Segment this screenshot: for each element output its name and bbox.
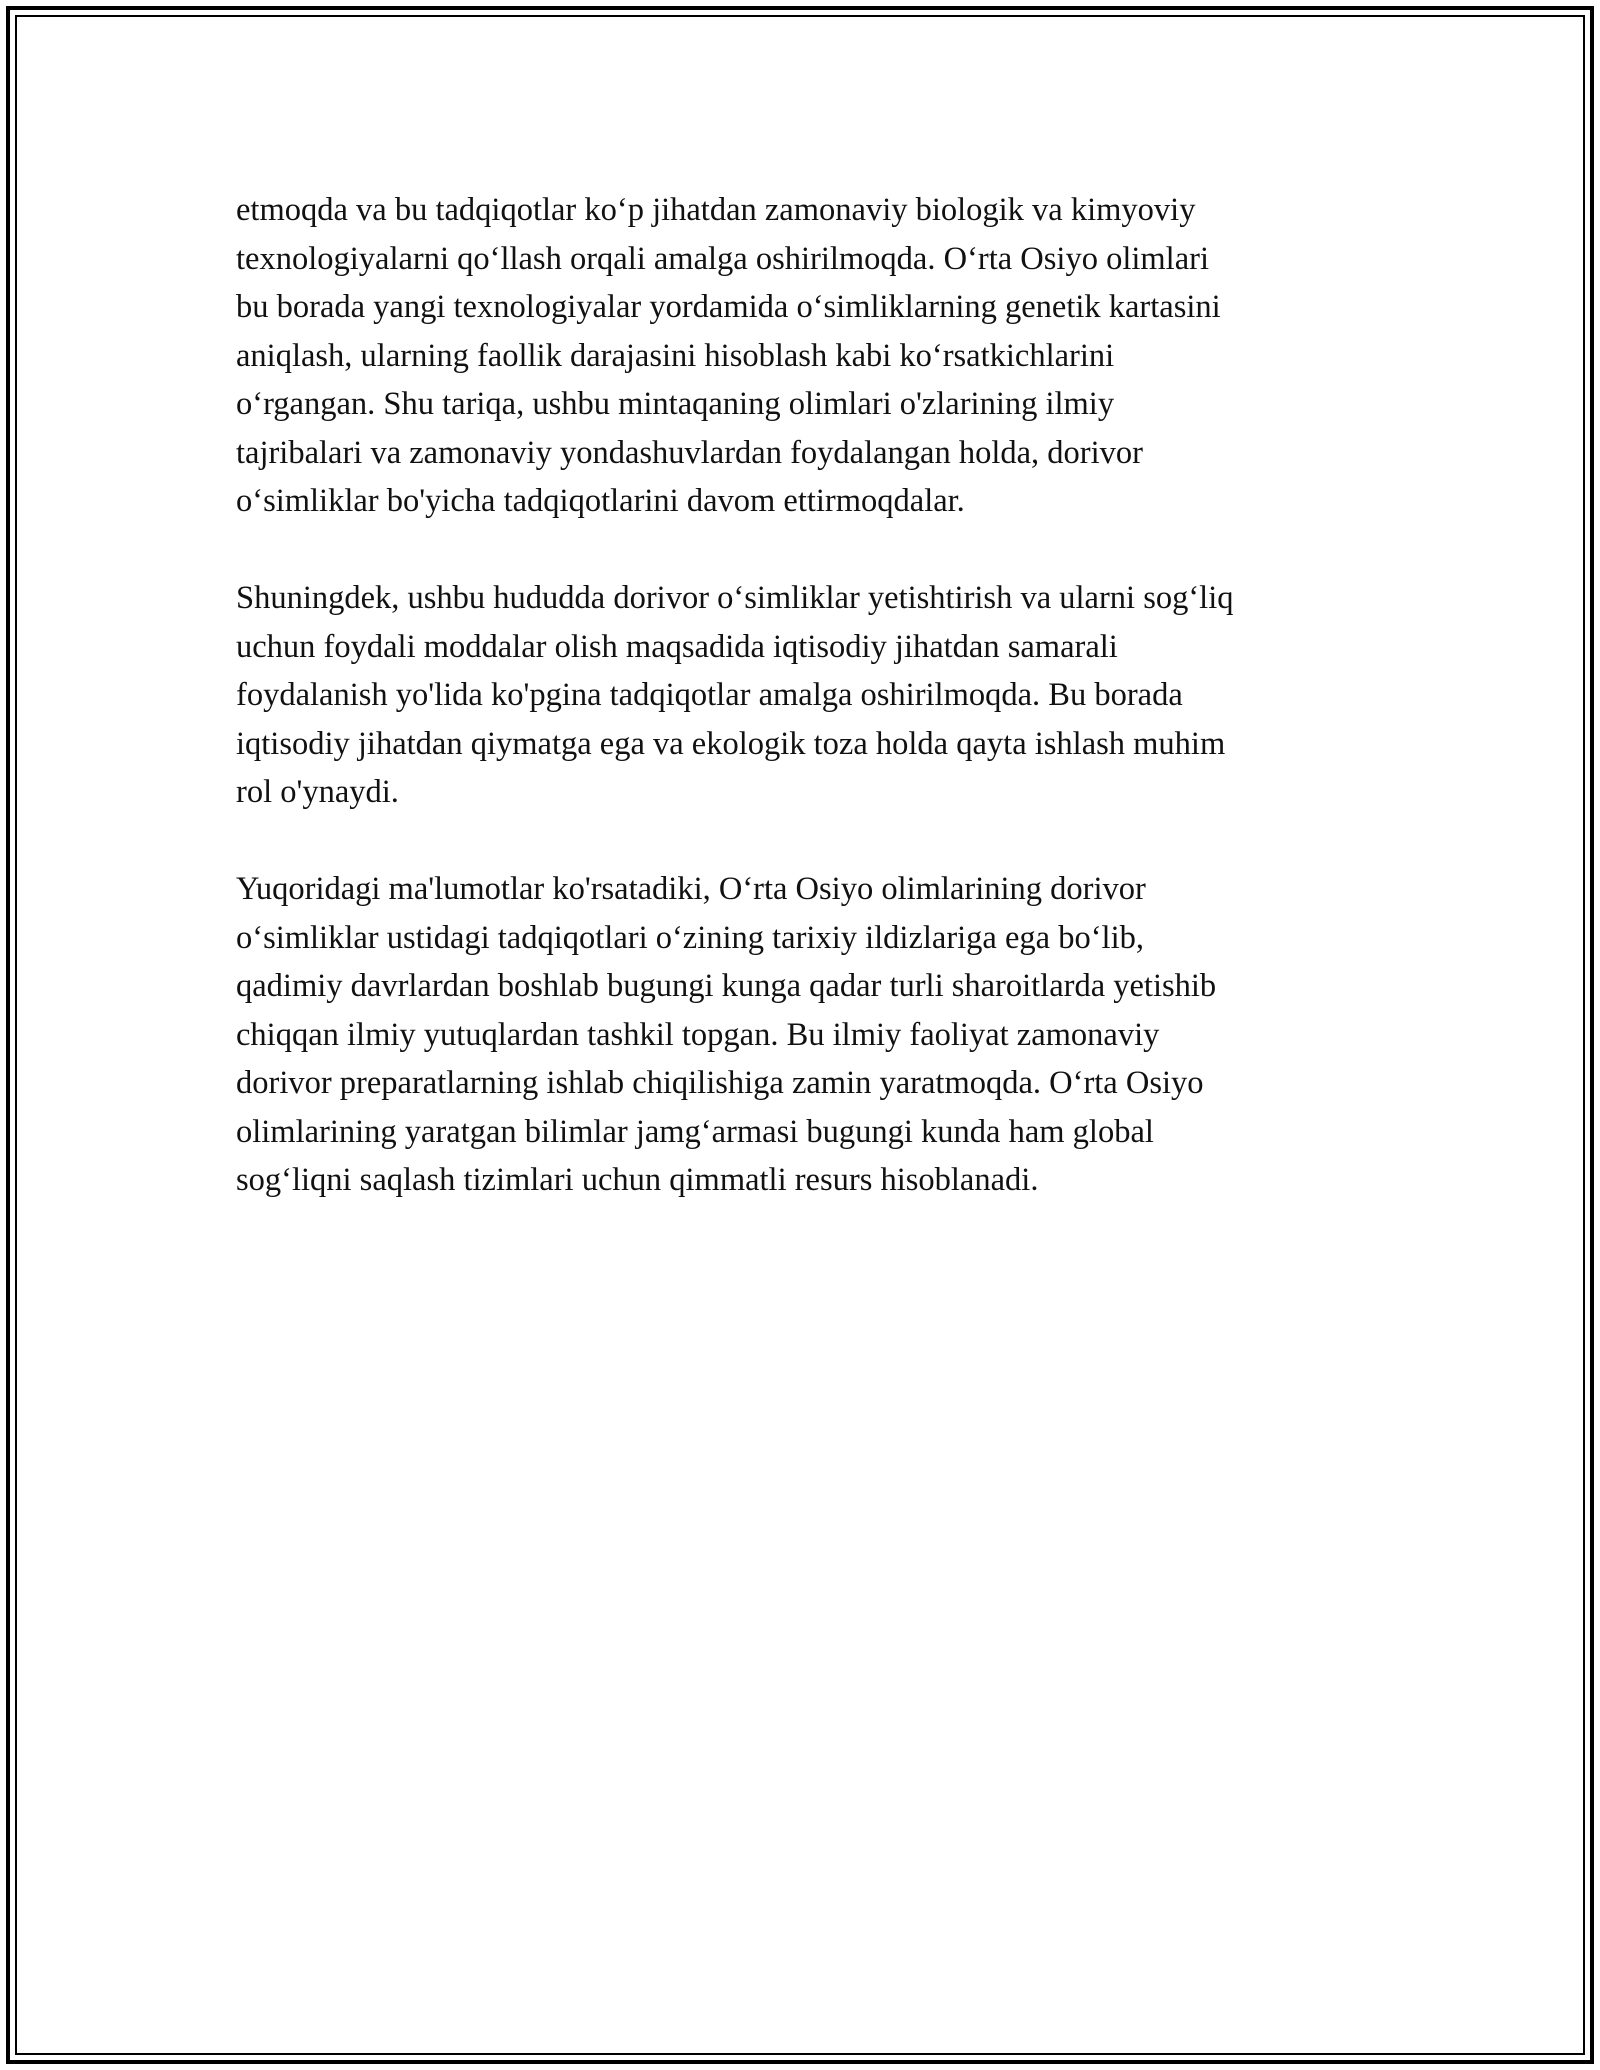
paragraph-1 xyxy=(236,186,1376,526)
paragraph-line: texnologiyalarni qo‘llash orqali amalga oshirilmoqda. O‘rta Osiyo olimlari xyxy=(236,240,1209,277)
paragraph-line: qadimiy davrlardan boshlab bugungi kunga qadar turli sharoitlarda yetishib xyxy=(236,968,1217,1004)
paragraph-line: olimlarining yaratgan bilimlar jamg‘armasi bugungi kunda ham global xyxy=(236,1113,1154,1150)
paragraph-line: Yuqoridagi ma'lumotlar ko'rsatadiki, O‘rta Osiyo olimlarining dorivor xyxy=(236,871,1146,907)
paragraph-line: o‘rgangan. Shu tariqa, ushbu mintaqaning olimlari o'zlarining ilmiy xyxy=(236,386,1115,422)
paragraph-2 xyxy=(236,574,1376,817)
paragraph-line: aniqlash, ularning faollik darajasini hisoblash kabi ko‘rsatkichlarini xyxy=(236,337,1115,374)
paragraph-line: bu borada yangi texnologiyalar yordamida o‘simliklarning genetik kartasini xyxy=(236,289,1221,325)
paragraph-line: etmoqda va bu tadqiqotlar ko‘p jihatdan zamonaviy biologik va kimyoviy xyxy=(236,192,1196,228)
paragraph-line: dorivor preparatlarning ishlab chiqilishiga zamin yaratmoqda. O‘rta Osiyo xyxy=(236,1065,1204,1101)
document-body xyxy=(236,186,1376,1253)
paragraph-line: chiqqan ilmiy yutuqlardan tashkil topgan. Bu ilmiy faoliyat zamonaviy xyxy=(236,1016,1160,1053)
paragraph-3 xyxy=(236,865,1376,1205)
paragraph-line: Shuningdek, ushbu hududda dorivor o‘simliklar yetishtirish va ularni sog‘liq xyxy=(236,580,1234,616)
paragraph-line: uchun foydali moddalar olish maqsadida iqtisodiy jihatdan samarali xyxy=(236,628,1118,665)
paragraph-line: o‘simliklar ustidagi tadqiqotlari o‘zining tarixiy ildizlariga ega bo‘lib, xyxy=(236,919,1144,956)
paragraph-line: o‘simliklar bo'yicha tadqiqotlarini davom ettirmoqdalar. xyxy=(236,483,965,519)
paragraph-line: tajribalari va zamonaviy yondashuvlardan foydalangan holda, dorivor xyxy=(236,434,1143,471)
paragraph-line: foydalanish yo'lida ko'pgina tadqiqotlar amalga oshirilmoqda. Bu borada xyxy=(236,677,1183,713)
paragraph-line: iqtisodiy jihatdan qiymatga ega va ekologik toza holda qayta ishlash muhim xyxy=(236,725,1226,762)
paragraph-line: rol o'ynaydi. xyxy=(236,774,399,810)
paragraph-line: sog‘liqni saqlash tizimlari uchun qimmatli resurs hisoblanadi. xyxy=(236,1162,1039,1198)
